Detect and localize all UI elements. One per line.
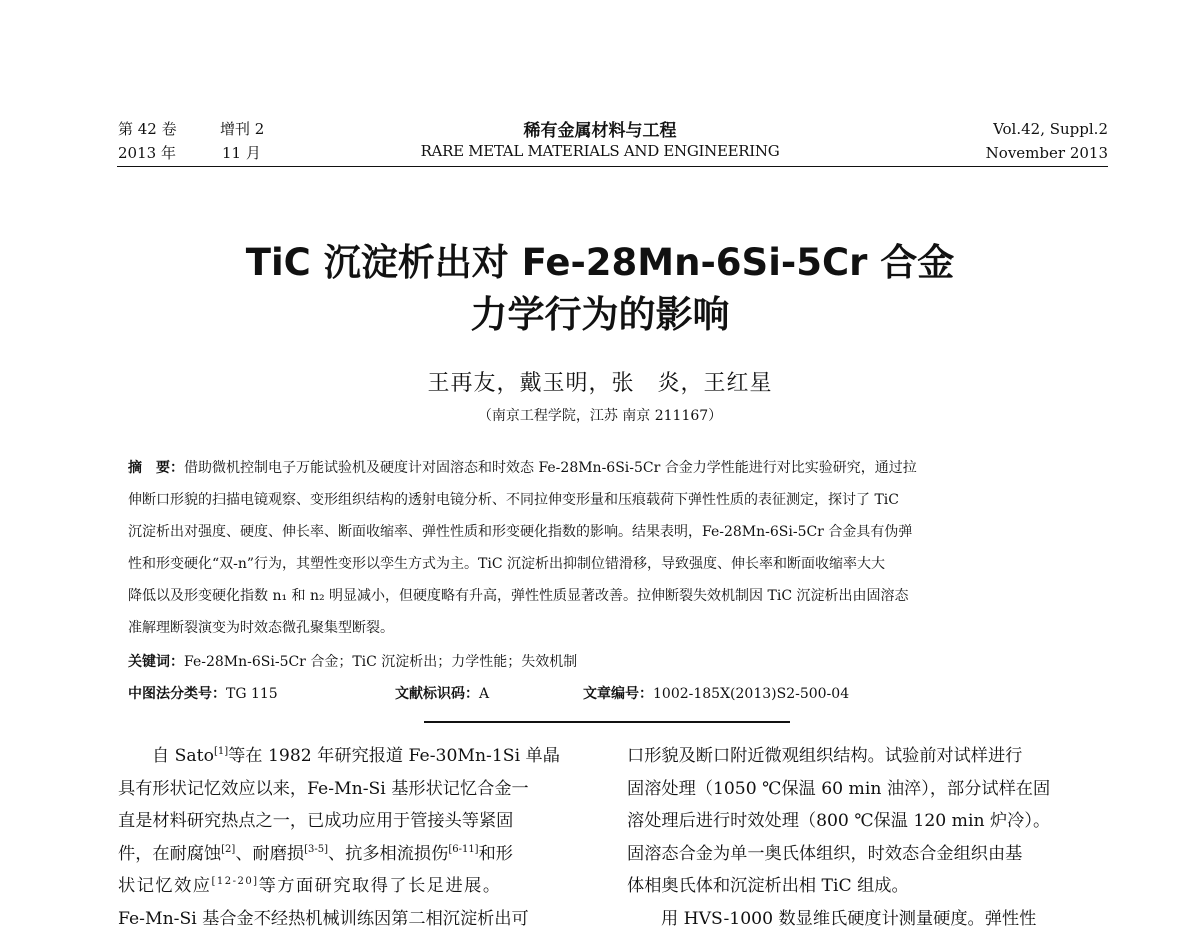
paper-title-line-1: TiC 沉淀析出对 Fe-28Mn-6Si-5Cr 合金 xyxy=(0,232,1200,286)
body-right-line-5: 体相奥氏体和沉淀析出相 TiC 组成。 xyxy=(627,870,1109,903)
ref-6-11: [6-11] xyxy=(448,844,478,855)
article-number-label: 文章编号： xyxy=(583,686,653,702)
abstract-label: 摘 要： xyxy=(128,460,184,476)
body-right-line-6: 用 HVS-1000 数显维氏硬度计测量硬度。弹性性 xyxy=(627,903,1109,935)
body-left-line-6: Fe-Mn-Si 基合金不经热机械训练因第二相沉淀析出可 xyxy=(118,903,588,935)
journal-title-cn: 稀有金属材料与工程 xyxy=(0,116,1200,141)
body-left-column xyxy=(118,740,588,935)
volume-en: Vol.42, Suppl.2 xyxy=(993,120,1108,138)
header-rule xyxy=(117,166,1108,167)
clc-line xyxy=(128,684,278,704)
ref-12-20: [12-20] xyxy=(211,876,258,887)
doc-code-label: 文献标识码： xyxy=(395,686,479,702)
body-left-line-3: 直是材料研究热点之一，已成功应用于管接头等紧固 xyxy=(118,805,588,838)
paper-title-line-2: 力学行为的影响 xyxy=(0,284,1200,338)
abstract-line-6: 准解理断裂演变为时效态微孔聚集型断裂。 xyxy=(128,618,394,638)
body-left-line-5: 状记忆效应[12-20]等方面研究取得了长足进展。 xyxy=(118,870,588,903)
abstract-line-1 xyxy=(128,458,917,478)
ref-2: [2] xyxy=(221,844,235,855)
article-number-line xyxy=(583,684,849,704)
journal-title-en: RARE METAL MATERIALS AND ENGINEERING xyxy=(0,142,1200,160)
year-label: 2013 年 xyxy=(118,142,176,163)
body-right-line-4: 固溶态合金为单一奥氏体组织，时效态合金组织由基 xyxy=(627,838,1109,871)
author-list: 王再友，戴玉明，张 炎，王红星 xyxy=(0,366,1200,397)
body-right-line-3: 溶处理后进行时效处理（800 ℃保温 120 min 炉冷）。 xyxy=(627,805,1109,838)
month-label: 11 月 xyxy=(222,142,261,163)
issue-label: 增刊 2 xyxy=(220,118,264,139)
section-divider xyxy=(424,721,790,723)
date-en: November 2013 xyxy=(986,144,1108,162)
ref-1: [1] xyxy=(214,746,228,757)
body-right-line-2: 固溶处理（1050 ℃保温 60 min 油淬），部分试样在固 xyxy=(627,773,1109,806)
abstract-line-2: 伸断口形貌的扫描电镜观察、变形组织结构的透射电镜分析、不同拉伸变形量和压痕载荷下弹性性质的表征测定，探讨了 TiC xyxy=(128,490,899,510)
clc-value: TG 115 xyxy=(226,686,278,702)
body-left-line-4: 件，在耐腐蚀[2]、耐磨损[3-5]、抗多相流损伤[6-11]和形 xyxy=(118,838,588,871)
body-left-line-1: 自 Sato[1]等在 1982 年研究报道 Fe-30Mn-1Si 单晶 xyxy=(118,740,588,773)
keywords-line xyxy=(128,652,577,672)
affiliation: （南京工程学院，江苏 南京 211167） xyxy=(0,405,1200,425)
keywords-label: 关键词： xyxy=(128,654,184,670)
ref-3-5: [3-5] xyxy=(304,844,328,855)
abstract-text: 借助微机控制电子万能试验机及硬度计对固溶态和时效态 Fe-28Mn-6Si-5Cr 合金力学性能进行对比实验研究，通过拉 xyxy=(184,460,917,476)
body-right-column xyxy=(627,740,1109,935)
article-number-value: 1002-185X(2013)S2-500-04 xyxy=(653,686,849,702)
doc-code-line xyxy=(395,684,489,704)
volume-label: 第 42 卷 xyxy=(118,118,177,139)
abstract-line-3: 沉淀析出对强度、硬度、伸长率、断面收缩率、弹性性质和形变硬化指数的影响。结果表明，Fe-28Mn-6Si-5Cr 合金具有伪弹 xyxy=(128,522,912,542)
clc-label: 中图法分类号： xyxy=(128,686,226,702)
abstract-line-4: 性和形变硬化“双-n”行为，其塑性变形以孪生方式为主。TiC 沉淀析出抑制位错滑移，导致强度、伸长率和断面收缩率大大 xyxy=(128,554,885,574)
abstract-line-5: 降低以及形变硬化指数 n₁ 和 n₂ 明显减小，但硬度略有升高，弹性性质显著改善。拉伸断裂失效机制因 TiC 沉淀析出由固溶态 xyxy=(128,586,908,606)
keywords-text: Fe-28Mn-6Si-5Cr 合金；TiC 沉淀析出；力学性能；失效机制 xyxy=(184,654,577,670)
body-left-line-2: 具有形状记忆效应以来，Fe-Mn-Si 基形状记忆合金一 xyxy=(118,773,588,806)
doc-code-value: A xyxy=(479,686,489,702)
body-right-line-1: 口形貌及断口附近微观组织结构。试验前对试样进行 xyxy=(627,740,1109,773)
